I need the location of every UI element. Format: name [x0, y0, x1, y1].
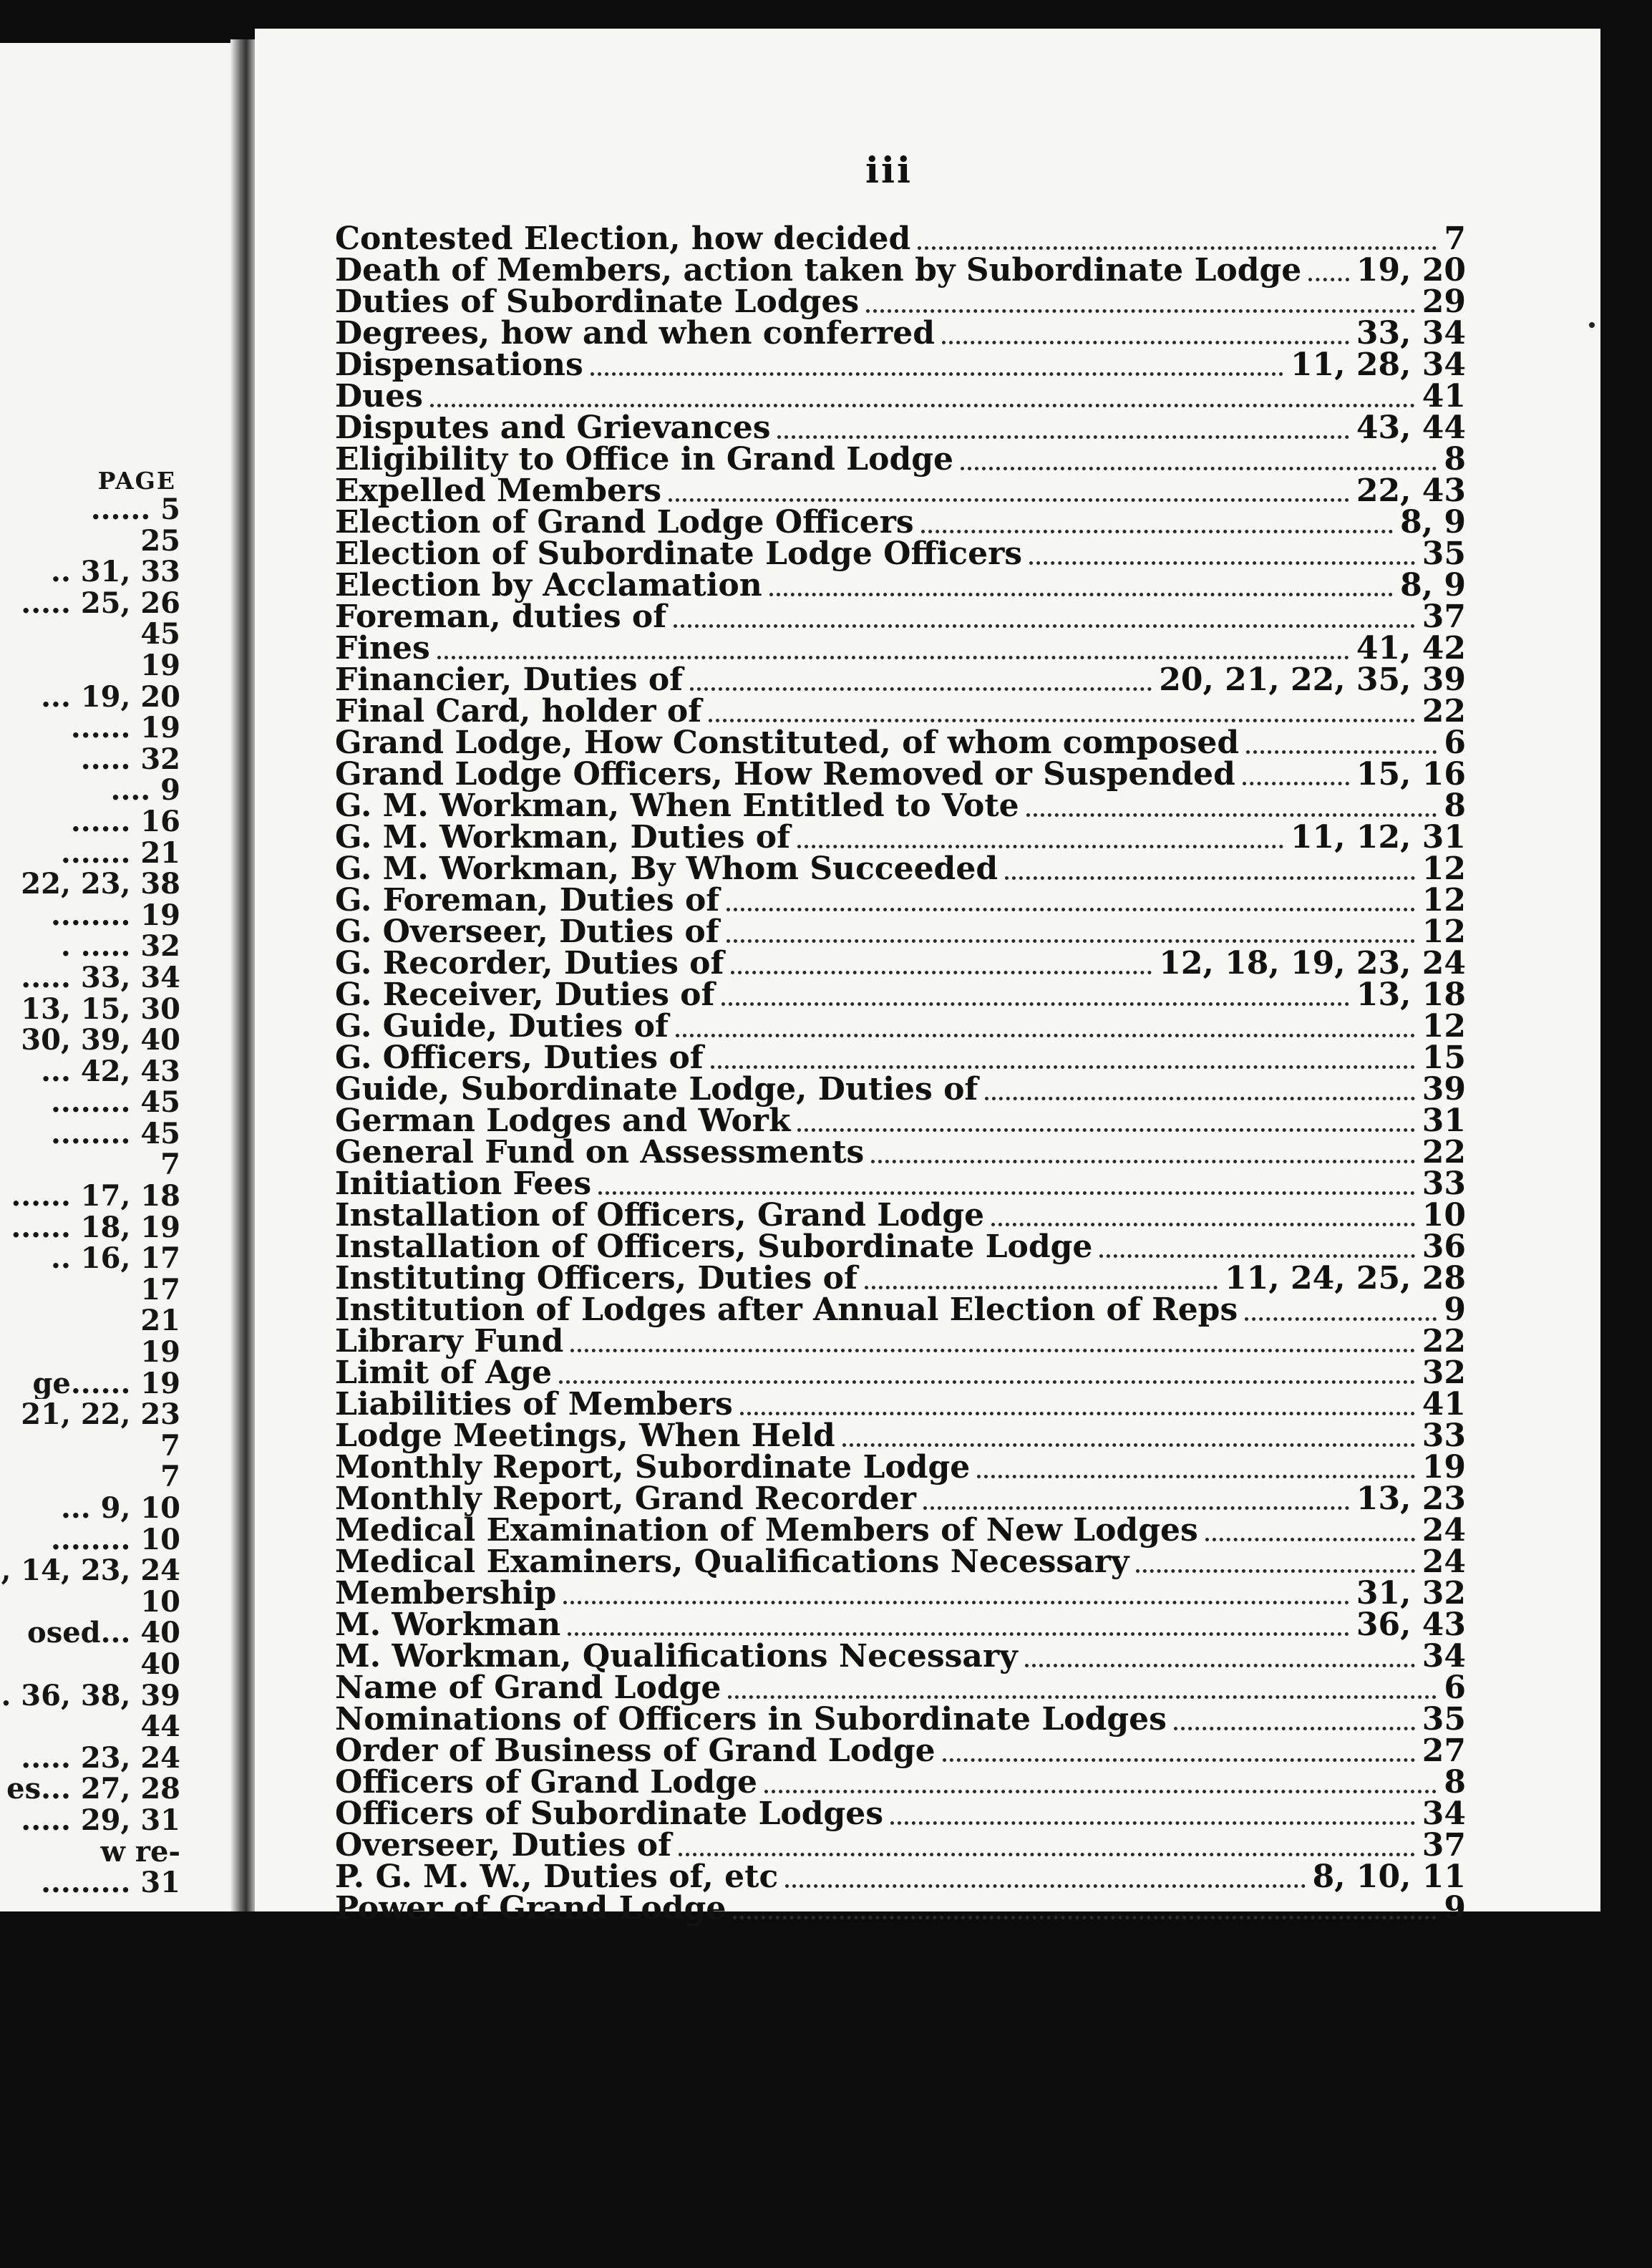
index-entry	[335, 315, 1466, 352]
entry-label: G. Receiver, Duties of	[335, 976, 715, 1013]
index-entry	[335, 724, 1466, 761]
entry-page-numbers: 34	[1422, 1796, 1466, 1832]
entry-page-numbers: 37	[1422, 1827, 1466, 1864]
entry-page-numbers: 19	[1422, 1449, 1466, 1486]
entry-page-numbers: 24	[1422, 1544, 1466, 1580]
dot-leader	[570, 1349, 1414, 1352]
left-index-row: ..... 25, 26	[21, 587, 180, 619]
left-index-row: ...... 18, 19	[11, 1211, 180, 1244]
entry-page-numbers: 41	[1422, 1386, 1466, 1423]
index-entry	[335, 1764, 1466, 1801]
dot-leader	[563, 1601, 1349, 1604]
entry-label: Nominations of Officers in Subordinate Lodges	[335, 1701, 1167, 1738]
dot-leader	[1025, 1664, 1415, 1667]
left-index-row: 25	[140, 525, 180, 557]
dot-leader	[598, 1191, 1415, 1195]
index-entry	[335, 567, 1466, 604]
entry-label: G. Overseer, Duties of	[335, 914, 719, 950]
entry-page-numbers: 27	[1422, 1732, 1466, 1769]
entry-page-numbers: 33	[1422, 1166, 1466, 1202]
entry-page-numbers: 31	[1422, 1102, 1466, 1139]
dot-leader	[871, 1160, 1414, 1163]
entry-label: Power of Grand Lodge	[335, 1890, 727, 1927]
entry-page-numbers: 24	[1422, 1512, 1466, 1549]
dot-leader	[785, 1884, 1305, 1888]
left-index-row: .... 9	[110, 775, 180, 806]
entry-page-numbers: 32	[1422, 1354, 1466, 1391]
left-index-row: , 14, 23, 24	[1, 1555, 180, 1586]
entry-label: Lodge Meetings, When Held	[335, 1418, 835, 1454]
entry-page-numbers: 36, 43	[1356, 1606, 1466, 1643]
index-entry	[335, 1512, 1466, 1549]
entry-label: Degrees, how and when conferred	[335, 315, 935, 352]
index-entry	[335, 1546, 1466, 1578]
dot-leader	[1029, 561, 1415, 565]
entry-page-numbers: 15, 16	[1356, 756, 1466, 793]
entry-page-numbers: 36	[1422, 1228, 1466, 1265]
entry-page-numbers: 29	[1422, 284, 1466, 320]
entry-label: M. Workman, Qualifications Necessary	[335, 1638, 1018, 1675]
dot-leader	[1005, 876, 1415, 880]
left-index-row: 44	[140, 1711, 180, 1743]
entry-page-numbers: 11, 28, 34	[1291, 346, 1466, 383]
left-index-row: es... 27, 28	[6, 1773, 180, 1805]
dot-leader	[559, 1380, 1415, 1384]
dot-leader	[890, 1821, 1415, 1825]
dot-leader	[923, 1506, 1349, 1510]
margin-dot	[1589, 322, 1595, 328]
index-entry	[335, 1260, 1466, 1297]
dot-leader	[777, 435, 1349, 439]
entry-page-numbers: 9	[1444, 1890, 1466, 1927]
index-entry	[335, 1197, 1466, 1234]
entry-label: Monthly Report, Grand Recorder	[335, 1480, 916, 1517]
left-index-row: ........ 10	[51, 1523, 180, 1556]
entry-page-numbers: 19, 20	[1356, 252, 1466, 289]
entry-page-numbers: 9	[1444, 1292, 1466, 1328]
left-index-row: ........ 45	[51, 1087, 180, 1118]
left-index-row: ...... 19	[70, 712, 180, 744]
entry-label: Installation of Officers, Grand Lodge	[335, 1197, 985, 1234]
dot-leader	[709, 719, 1415, 722]
left-page-header: PAGE	[97, 467, 176, 495]
entry-page-numbers: 12	[1422, 1008, 1466, 1045]
dot-leader	[961, 467, 1437, 470]
index-entry	[335, 790, 1466, 822]
dot-leader	[740, 1412, 1415, 1415]
index-entry	[335, 819, 1466, 856]
index-entry	[335, 850, 1466, 887]
dot-leader	[985, 1097, 1414, 1100]
dot-leader	[568, 1632, 1349, 1636]
entry-label: Contested Election, how decided	[335, 220, 911, 257]
index-entry	[335, 1386, 1466, 1423]
entry-page-numbers: 33, 34	[1356, 315, 1466, 352]
left-index-row: w re-	[100, 1836, 180, 1868]
index-entry	[335, 882, 1466, 919]
entry-page-numbers: 6	[1444, 1670, 1466, 1706]
dot-leader	[942, 341, 1349, 344]
entry-label: Medical Examiners, Qualifications Necessary	[335, 1544, 1129, 1580]
index-entry	[335, 1701, 1466, 1738]
entry-page-numbers: 43, 44	[1356, 410, 1466, 446]
dot-leader	[842, 1443, 1415, 1447]
left-index-row: 13, 15, 30	[21, 993, 180, 1025]
entry-page-numbers: 8	[1444, 441, 1466, 478]
index-entry	[335, 693, 1466, 730]
dot-leader	[430, 404, 1415, 407]
entry-page-numbers: 12	[1422, 850, 1466, 887]
entry-label: G. Recorder, Duties of	[335, 945, 724, 982]
entry-label: G. Officers, Duties of	[335, 1040, 704, 1076]
left-index-row: 45	[140, 619, 180, 650]
left-index-row: .. 16, 17	[51, 1243, 180, 1274]
entry-label: Final Card, holder of	[335, 693, 702, 730]
entry-label: Duties of Subordinate Lodges	[335, 284, 860, 320]
entry-page-numbers: 8	[1444, 1764, 1466, 1801]
dot-leader	[1174, 1727, 1415, 1730]
entry-page-numbers: 22	[1422, 1323, 1466, 1360]
dot-leader	[943, 1758, 1415, 1762]
left-index-row: 30, 39, 40	[21, 1024, 180, 1056]
dot-leader	[921, 530, 1393, 533]
index-entry	[335, 1732, 1466, 1769]
entry-label: Guide, Subordinate Lodge, Duties of	[335, 1071, 978, 1108]
entry-label: Expelled Members	[335, 472, 662, 509]
entry-page-numbers: 37	[1422, 598, 1466, 635]
dot-leader	[733, 1916, 1437, 1919]
index-entry	[335, 1638, 1466, 1675]
entry-label: Institution of Lodges after Annual Election of Reps	[335, 1292, 1238, 1328]
left-index-row: . ..... 32	[60, 931, 180, 962]
index-entry	[335, 378, 1466, 415]
entry-page-numbers: 12, 18, 19, 23, 24	[1159, 945, 1466, 982]
entry-page-numbers: 15	[1422, 1040, 1466, 1076]
index-entry	[335, 1858, 1466, 1895]
left-index-row: . 36, 38, 39	[1, 1680, 180, 1712]
index-entry	[335, 598, 1466, 635]
entry-label: General Fund on Assessments	[335, 1134, 865, 1171]
dot-leader	[690, 687, 1152, 691]
index-entry	[335, 1606, 1466, 1643]
entry-page-numbers: 6	[1444, 724, 1466, 761]
entry-label: Disputes and Grievances	[335, 410, 771, 446]
index-entry	[335, 1827, 1466, 1864]
dot-leader	[1136, 1569, 1414, 1573]
dot-leader	[865, 1286, 1218, 1289]
entry-label: Financier, Duties of	[335, 662, 684, 698]
entry-page-numbers: 33	[1422, 1418, 1466, 1454]
index-entry	[335, 976, 1466, 1013]
index-entry	[335, 472, 1466, 509]
entry-page-numbers: 39	[1422, 1071, 1466, 1108]
dot-leader	[727, 939, 1415, 943]
entry-label: German Lodges and Work	[335, 1102, 791, 1139]
left-index-row: ...... 5	[90, 494, 180, 525]
entry-label: Election of Grand Lodge Officers	[335, 504, 914, 541]
dot-leader	[731, 971, 1152, 974]
dot-leader	[1026, 813, 1437, 817]
entry-page-numbers: 8, 10, 11	[1312, 1858, 1466, 1895]
index-list	[335, 220, 1466, 1927]
entry-label: Medical Examination of Members of New Lodges	[335, 1512, 1198, 1549]
index-entry	[335, 1071, 1466, 1108]
entry-label: Eligibility to Office in Grand Lodge	[335, 441, 953, 478]
dot-leader	[591, 372, 1283, 376]
left-index-row: ....... 21	[60, 837, 180, 869]
entry-page-numbers: 13, 23	[1356, 1480, 1466, 1517]
entry-page-numbers: 7	[1444, 220, 1466, 257]
entry-label: Order of Business of Grand Lodge	[335, 1732, 936, 1769]
left-index-row: 21, 22, 23	[21, 1399, 180, 1430]
left-index-row: .. 31, 33	[51, 556, 180, 588]
dot-leader	[676, 1034, 1415, 1037]
index-entry	[335, 630, 1466, 667]
dot-leader	[1243, 782, 1349, 785]
entry-page-numbers: 22	[1422, 693, 1466, 730]
left-index-row: ge...... 19	[32, 1367, 180, 1400]
entry-page-numbers: 12	[1422, 914, 1466, 950]
index-entry	[335, 1420, 1466, 1452]
dot-leader	[866, 309, 1415, 313]
entry-label: Monthly Report, Subordinate Lodge	[335, 1449, 971, 1486]
dot-leader	[711, 1065, 1415, 1069]
left-index-row: ... 19, 20	[41, 681, 180, 713]
dot-leader	[674, 624, 1415, 628]
entry-label: Library Fund	[335, 1323, 564, 1360]
entry-page-numbers: 41, 42	[1356, 630, 1466, 667]
entry-label: Death of Members, action taken by Subordinate Lodge	[335, 252, 1302, 289]
entry-page-numbers: 35	[1422, 1701, 1466, 1738]
left-index-row: ... 9, 10	[60, 1493, 180, 1524]
index-entry	[335, 220, 1466, 257]
entry-page-numbers: 35	[1422, 536, 1466, 572]
entry-label: M. Workman	[335, 1606, 561, 1643]
entry-label: Membership	[335, 1575, 557, 1612]
entry-label: Limit of Age	[335, 1354, 553, 1391]
entry-label: Name of Grand Lodge	[335, 1670, 721, 1706]
entry-page-numbers: 13, 18	[1356, 976, 1466, 1013]
dot-leader	[1205, 1538, 1415, 1541]
left-index-row: ........ 19	[51, 899, 180, 931]
dot-leader	[797, 845, 1283, 848]
index-entry	[335, 1575, 1466, 1612]
index-entry	[335, 916, 1466, 948]
entry-page-numbers: 22, 43	[1356, 472, 1466, 509]
dot-leader	[669, 498, 1349, 502]
entry-page-numbers: 31, 32	[1356, 1575, 1466, 1612]
left-index-row: 17	[140, 1274, 180, 1306]
index-entry	[335, 1294, 1466, 1326]
entry-label: P. G. M. W., Duties of, etc	[335, 1858, 779, 1895]
index-entry	[335, 1890, 1466, 1927]
entry-page-numbers: 10	[1422, 1197, 1466, 1234]
entry-label: Dues	[335, 378, 423, 415]
left-index-row: ..... 32	[80, 743, 180, 775]
left-index-row: 7	[160, 1430, 180, 1462]
index-entry	[335, 1102, 1466, 1139]
index-entry	[335, 286, 1466, 318]
left-index-row: ..... 29, 31	[21, 1804, 180, 1836]
index-entry	[335, 504, 1466, 541]
index-entry	[335, 1672, 1466, 1704]
left-index-row: ...... 17, 18	[11, 1181, 180, 1212]
entry-page-numbers: 20, 21, 22, 35, 39	[1159, 662, 1466, 698]
entry-page-numbers: 41	[1422, 378, 1466, 415]
entry-label: G. Guide, Duties of	[335, 1008, 669, 1045]
entry-label: Instituting Officers, Duties of	[335, 1260, 857, 1297]
entry-label: G. M. Workman, Duties of	[335, 819, 791, 856]
entry-page-numbers: 34	[1422, 1638, 1466, 1675]
index-entry	[335, 1008, 1466, 1045]
entry-label: G. M. Workman, When Entitled to Vote	[335, 788, 1019, 824]
entry-label: Dispensations	[335, 346, 583, 383]
left-index-row: ..... 33, 34	[21, 961, 180, 994]
left-index-row: ..... 23, 24	[21, 1742, 180, 1774]
entry-label: Officers of Grand Lodge	[335, 1764, 757, 1801]
index-entry	[335, 346, 1466, 383]
dot-leader	[764, 1790, 1437, 1793]
entry-label: Election by Acclamation	[335, 567, 762, 604]
dot-leader	[1245, 1317, 1437, 1321]
index-entry	[335, 1480, 1466, 1517]
left-index-row: ......... 31	[41, 1867, 180, 1899]
entry-page-numbers: 22	[1422, 1134, 1466, 1171]
entry-label: G. M. Workman, By Whom Succeeded	[335, 850, 999, 887]
entry-page-numbers: 11, 24, 25, 28	[1225, 1260, 1466, 1297]
entry-label: Initiation Fees	[335, 1166, 592, 1202]
entry-label: Election of Subordinate Lodge Officers	[335, 536, 1023, 572]
index-entry	[335, 1228, 1466, 1265]
left-index-row: ........ 45	[51, 1118, 180, 1150]
index-entry	[335, 1354, 1466, 1391]
left-index-row: 7	[160, 1461, 180, 1493]
entry-label: Foreman, duties of	[335, 598, 667, 635]
left-page-index-list	[0, 494, 180, 1899]
entry-label: Grand Lodge Officers, How Removed or Suspended	[335, 756, 1235, 793]
index-entry	[335, 1168, 1466, 1200]
dot-leader	[918, 246, 1437, 250]
left-index-row: 40	[140, 1648, 180, 1680]
entry-page-numbers: 12	[1422, 882, 1466, 919]
left-index-row: ... 42, 43	[41, 1055, 180, 1087]
left-index-row: 19	[140, 649, 180, 682]
dot-leader	[1246, 750, 1437, 754]
left-index-row: 22, 23, 38	[21, 868, 180, 900]
index-entry	[335, 1134, 1466, 1171]
index-entry	[335, 1323, 1466, 1360]
right-page	[255, 29, 1600, 1927]
left-page	[0, 43, 236, 1911]
index-entry	[335, 441, 1466, 478]
left-index-row: 21	[140, 1305, 180, 1337]
entry-page-numbers: 11, 12, 31	[1291, 819, 1466, 856]
entry-page-numbers: 8	[1444, 788, 1466, 824]
left-index-row: 7	[160, 1149, 180, 1181]
index-entry	[335, 538, 1466, 570]
index-entry	[335, 664, 1466, 696]
dot-leader	[991, 1223, 1415, 1226]
index-entry	[335, 1042, 1466, 1074]
entry-label: Grand Lodge, How Constituted, of whom composed	[335, 724, 1240, 761]
left-index-row: 10	[140, 1586, 180, 1618]
page-number: iii	[865, 149, 913, 191]
left-index-row: osed... 40	[27, 1617, 180, 1649]
dot-leader	[977, 1475, 1415, 1478]
index-entry	[335, 1449, 1466, 1486]
dot-leader	[1099, 1254, 1414, 1258]
dot-leader	[437, 656, 1349, 659]
entry-label: Overseer, Duties of	[335, 1827, 671, 1864]
dot-leader	[727, 908, 1415, 911]
index-entry	[335, 252, 1466, 289]
entry-page-numbers: 8, 9	[1400, 504, 1466, 541]
dot-leader	[721, 1002, 1349, 1006]
entry-label: Installation of Officers, Subordinate Lodge	[335, 1228, 1093, 1265]
entry-label: G. Foreman, Duties of	[335, 882, 720, 919]
entry-label: Liabilities of Members	[335, 1386, 733, 1423]
dot-leader	[769, 593, 1393, 596]
dot-leader	[1308, 278, 1349, 281]
index-entry	[335, 412, 1466, 444]
dot-leader	[728, 1695, 1437, 1699]
index-entry	[335, 756, 1466, 793]
index-entry	[335, 1798, 1466, 1830]
entry-label: Officers of Subordinate Lodges	[335, 1796, 884, 1832]
dot-leader	[679, 1853, 1415, 1856]
entry-page-numbers: 8, 9	[1400, 567, 1466, 604]
left-index-row: ...... 16	[70, 805, 180, 838]
left-index-row: 19	[140, 1337, 180, 1368]
index-entry	[335, 945, 1466, 982]
entry-label: Fines	[335, 630, 430, 667]
dot-leader	[797, 1128, 1414, 1132]
